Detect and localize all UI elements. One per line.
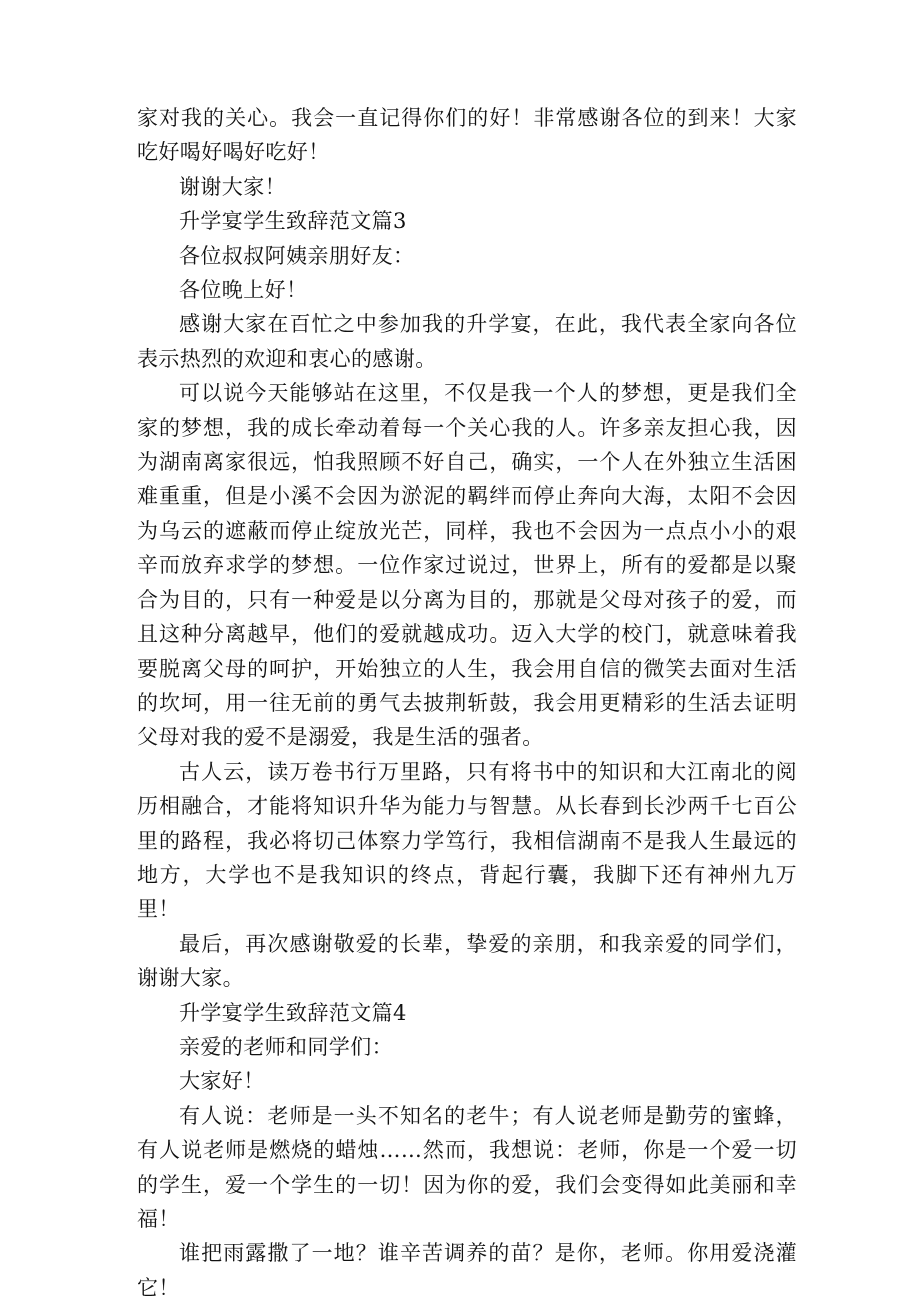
paragraph: 家对我的关心。我会一直记得你们的好！非常感谢各位的到来！大家吃好喝好喝好吃好！ [137,106,797,165]
salutation: 各位叔叔阿姨亲朋好友： [179,243,415,268]
paragraph: 谢谢大家！ [179,174,286,199]
paragraph: 古人云，读万卷书行万里路，只有将书中的知识和大江南北的阅历相融合，才能将知识升华为能力与智慧。从长春到长沙两千七百公里的路程，我必将切己体察力学笃行，我相信湖南不是我人生最远的地方，大学也不是我知识的终点，背起行囊，我脚下还有神州九万里！ [137,759,797,922]
greeting: 各位晚上好！ [179,278,308,303]
paragraph: 谁把雨露撒了一地？谁辛苦调养的苗？是你，老师。你用爱浇灌它！ [137,1241,797,1300]
paragraph: 可以说今天能够站在这里，不仅是我一个人的梦想，更是我们全家的梦想，我的成长牵动着每一个关心我的人。许多亲友担心我，因为湖南离家很远，怕我照顾不好自己，确实，一个人在外独立生活困难重重，但是小溪不会因为淤泥的羁绊而停止奔向大海，太阳不会因为乌云的遮蔽而停止绽放光芒，同样，我也不会因为一点点小小的艰辛而放弃求学的梦想。一位作家过说过，世界上，所有的爱都是以聚合为目的，只有一种爱是以分离为目的，那就是父母对孩子的爱，而且这种分离越早，他们的爱就越成功。迈入大学的校门，就意味着我要脱离父母的呵护，开始独立的人生，我会用自信的微笑去面对生活的坎坷，用一往无前的勇气去披荆斩鼓，我会用更精彩的生活去证明父母对我的爱不是溺爱，我是生活的强者。 [137,381,797,750]
paragraph: 感谢大家在百忙之中参加我的升学宴，在此，我代表全家向各位表示热烈的欢迎和衷心的感谢。 [137,312,797,371]
paragraph: 最后，再次感谢敬爱的长辈，挚爱的亲朋，和我亲爱的同学们，谢谢大家。 [137,931,797,991]
section-heading: 升学宴学生致辞范文篇4 [179,1000,407,1025]
salutation: 亲爱的老师和同学们： [179,1034,393,1059]
document-body [137,101,797,1305]
paragraph: 有人说：老师是一头不知名的老牛；有人说老师是勤劳的蜜蜂，有人说老师是燃烧的蜡烛……然而，我想说：老师，你是一个爱一切的学生，爱一个学生的一切！因为你的爱，我们会变得如此美丽和幸福！ [137,1103,797,1231]
greeting: 大家好！ [179,1069,265,1094]
section-heading: 升学宴学生致辞范文篇3 [179,209,407,234]
